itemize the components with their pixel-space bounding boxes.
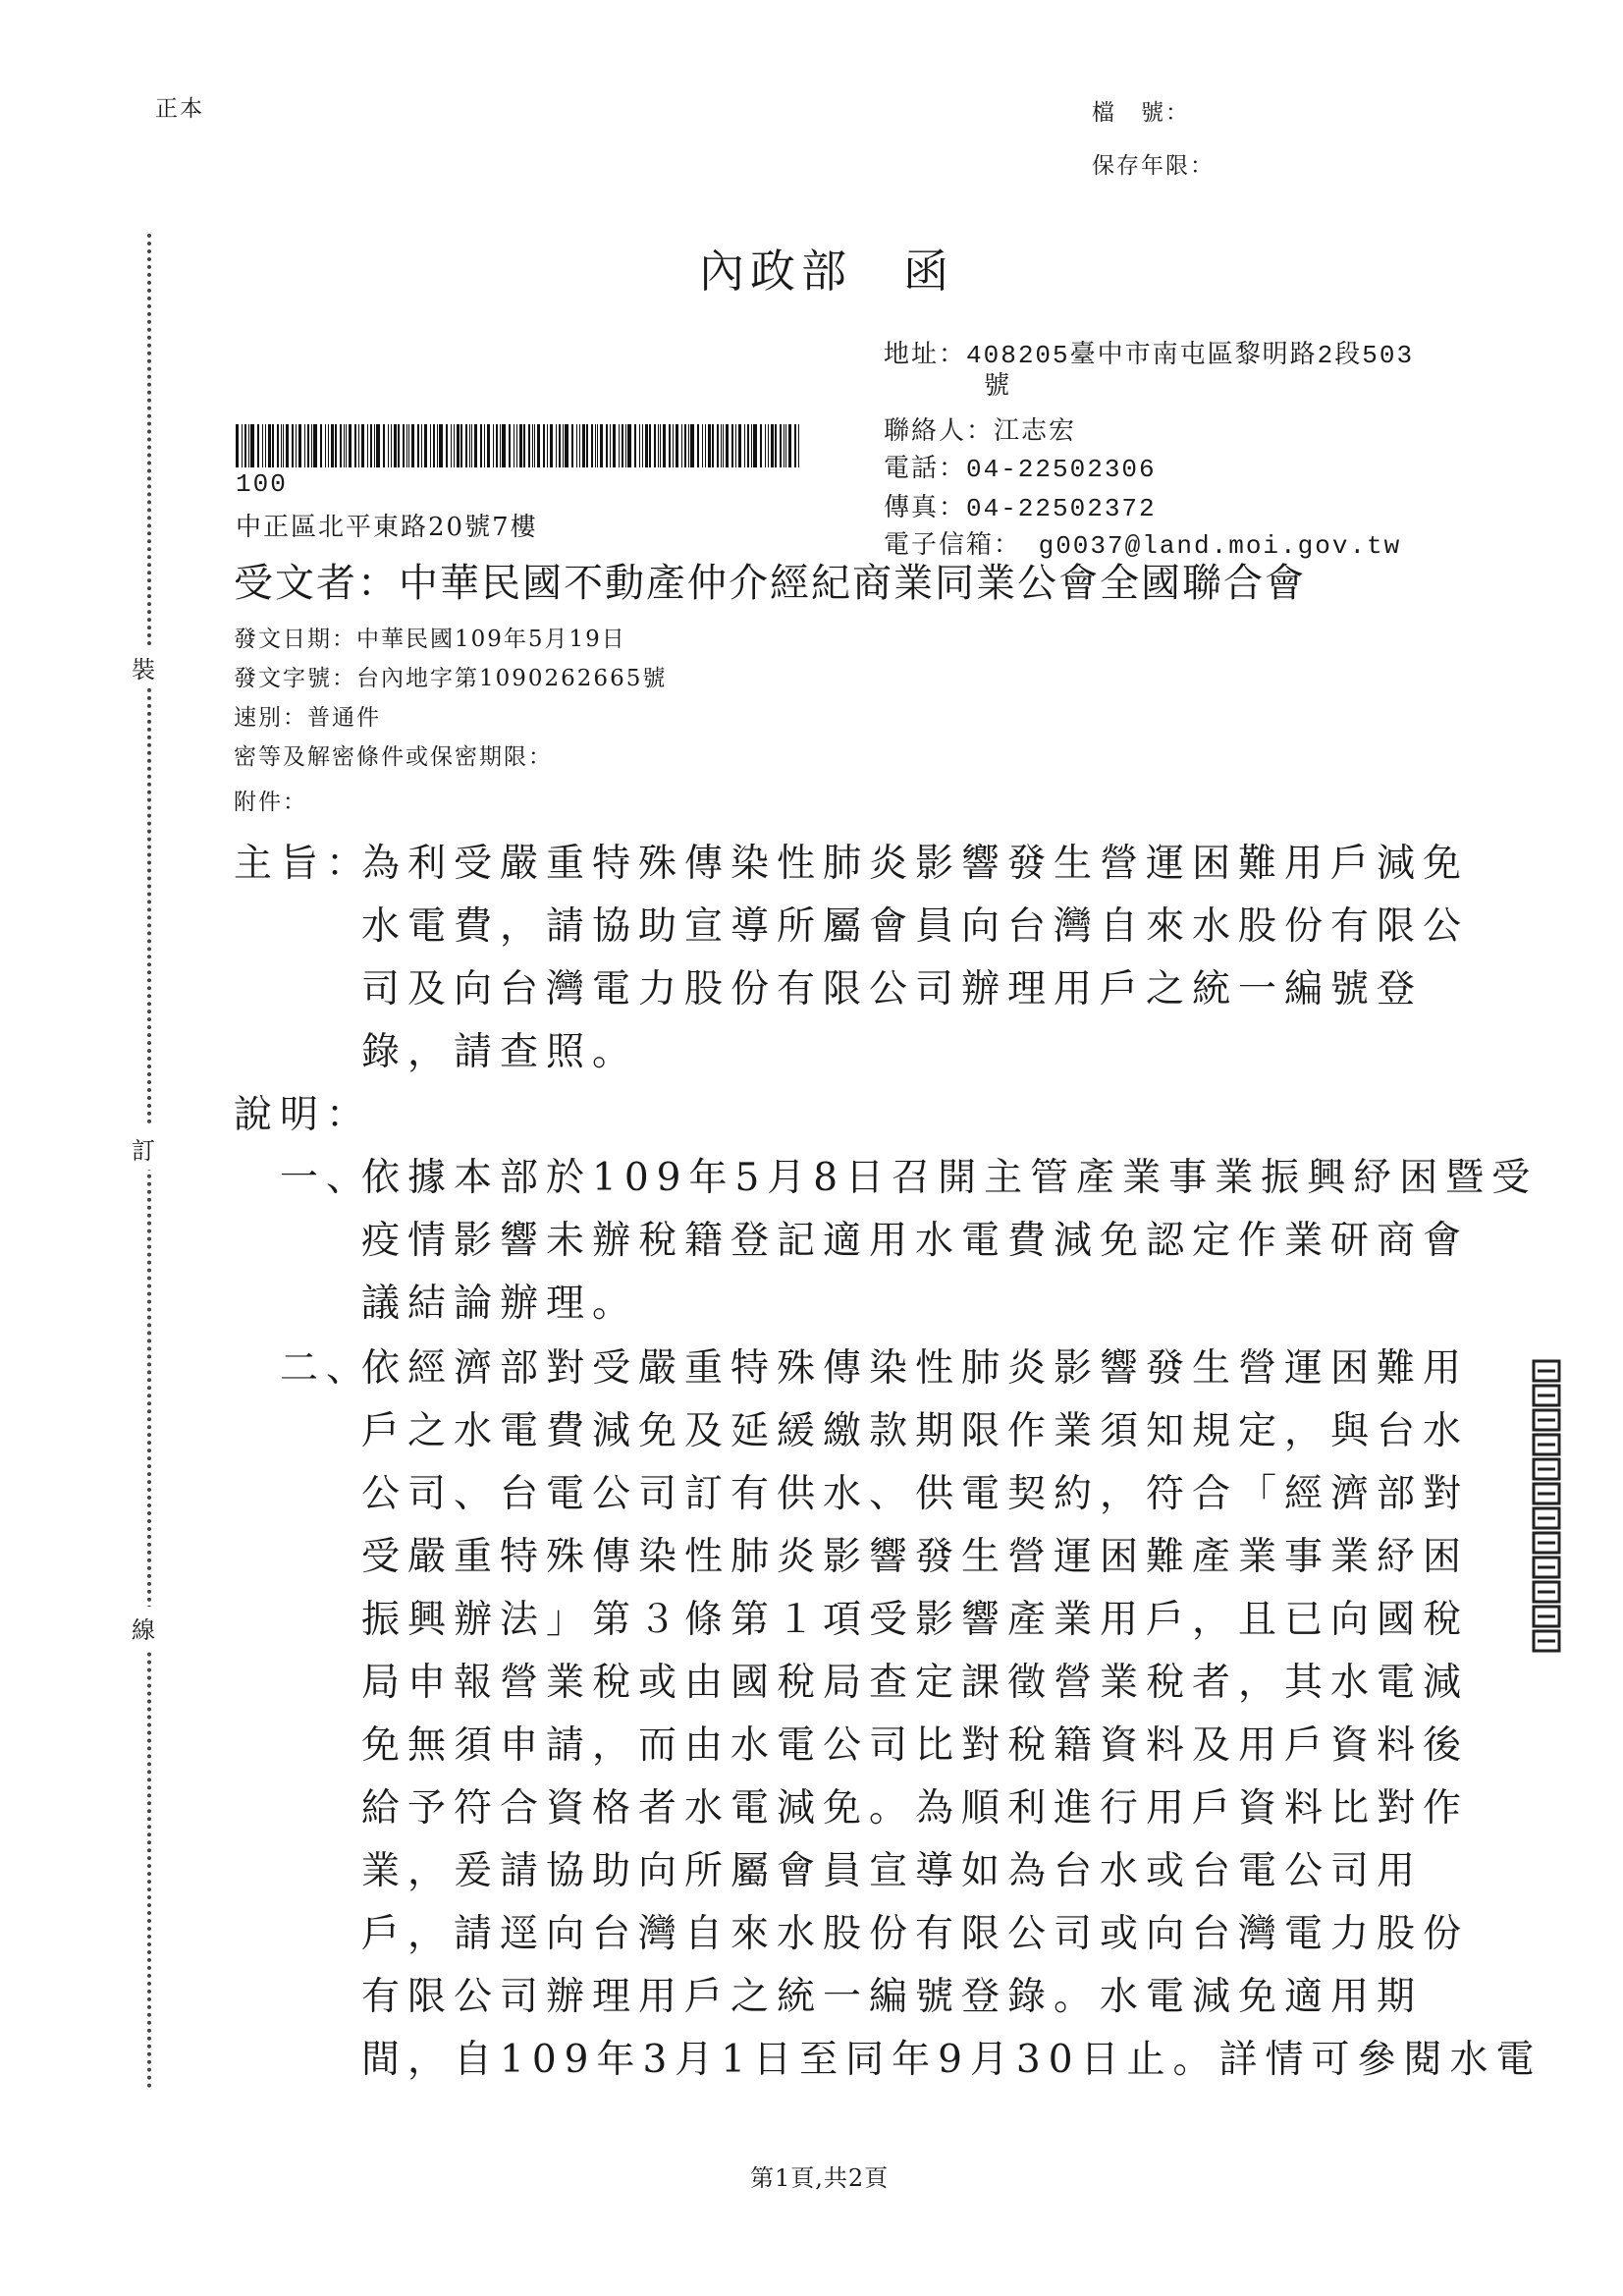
barcode-bar [753,424,757,467]
barcode-bar [768,424,769,467]
document-number: 發文字號：台內地字第1090262665號 [234,666,668,691]
barcode-bar [471,424,472,467]
barcode-bar [663,424,666,467]
barcode-bar [731,424,733,467]
barcode-bar [340,424,342,467]
barcode-bar [311,424,312,467]
barcode-bar [265,424,266,467]
barcode-bar [600,424,603,467]
barcode-bar [613,424,616,467]
barcode-bar [374,424,375,467]
barcode-bar [571,424,573,467]
barcode-bar [358,424,359,467]
barcode-bar [760,424,762,467]
barcode-bar [335,424,337,467]
barcode-bar [747,424,749,467]
barcode-bar [376,424,380,467]
explanation-line: 依經濟部對受嚴重特殊傳染性肺炎影響發生營運困難用 [361,1346,1470,1391]
barcode-bar [765,424,766,467]
barcode-bar [286,424,289,467]
binding-char: 線 [132,1607,155,1649]
explanation-line: 有限公司辦理用戶之統一編號登錄。水電減免適用期 [361,1975,1424,2019]
barcode-bar [344,424,345,467]
barcode-bar [645,424,648,467]
barcode-bar [354,424,356,467]
barcode-bar [582,424,585,467]
barcode-bar [424,424,427,467]
page-number: 第1頁,共2頁 [750,2164,890,2192]
barcode-bar [502,424,506,467]
barcode-bar [349,424,352,467]
sender-address-line1: 408205臺中市南屯區黎明路2段503 [966,341,1415,370]
barcode-bar [411,424,414,467]
barcode-bar [579,424,580,467]
copy-type-label: 正本 [155,96,204,122]
barcode-bar [272,424,274,467]
barcode-bar [313,424,317,467]
barcode-bar [534,424,535,467]
barcode-bar [437,424,438,467]
binding-char: 裝 [132,646,155,688]
barcode-bar [262,424,263,467]
barcode-bar [559,424,561,467]
barcode-bar [735,424,736,467]
barcode-bar [563,424,564,467]
explanation-line: 業，爰請協助向所屬會員宣導如為台水或台電公司用 [361,1849,1424,1893]
barcode-bar [532,424,533,467]
barcode-bar [550,424,553,467]
barcode-bar [408,424,409,467]
barcode-bar [708,424,711,467]
barcode-bar [556,424,557,467]
barcode-bar [775,424,777,467]
barcode-bar [496,424,498,467]
item-marker: 二、 [280,1346,373,1391]
barcode-bar [697,424,699,467]
barcode-bar [367,424,368,467]
barcode-bar [780,424,782,467]
barcode-bar [565,424,568,467]
barcode-bar [586,424,588,467]
barcode-bar [391,424,392,467]
barcode-bar [403,424,405,467]
file-number-label: 檔 號： [1092,100,1190,126]
mail-zip-code: 100 [236,469,288,499]
barcode-bar [576,424,577,467]
explanation-line: 疫情影響未辦稅籍登記適用水電費減免認定作業研商會 [361,1219,1470,1263]
explanation-line: 公司、台電公司訂有供水、供電契約，符合「經濟部對 [361,1472,1470,1516]
explanation-line: 戶之水電費減免及延緩繳款期限作業須知規定，與台水 [361,1409,1470,1453]
barcode-bar [398,424,400,467]
barcode-bar [519,424,522,467]
subject-label: 主旨： [234,842,373,886]
barcode-bar [268,424,271,467]
sender-email: 電子信箱： g0037@land.moi.gov.tw [884,531,1402,561]
barcode-bar [688,424,689,467]
barcode-bar [684,424,686,467]
explanation-label: 說明： [234,1093,373,1137]
barcode-bar [606,424,608,467]
mail-address: 中正區北平東路20號7樓 [236,513,538,542]
subject-line: 司及向台灣電力股份有限公司辦理用戶之統一編號登 [361,967,1424,1011]
barcode-bar [721,424,722,467]
barcode-bar [673,424,674,467]
barcode-bar [537,424,540,467]
vertical-stamp [1528,1355,1565,1660]
barcode-bar [257,424,259,467]
barcode-bar [320,424,322,467]
sender-address-label: 地址： [884,340,967,369]
barcode-bar [388,424,389,467]
explanation-line: 免無須申請，而由水電公司比對稅籍資料及用戶資料後 [361,1723,1470,1768]
explanation-line: 依據本部於109年5月8日召開主管產業事業振興紓困暨受 [361,1156,1539,1200]
barcode-bar [726,424,729,467]
subject-line: 為利受嚴重特殊傳染性肺炎影響發生營運困難用戶減免 [361,842,1470,886]
barcode-bar [717,424,719,467]
delivery-speed: 速別：普通件 [234,705,381,731]
barcode-bar [654,424,656,467]
explanation-line: 給予符合資格者水電減免。為順利進行用戶資料比對作 [361,1786,1470,1831]
barcode-bar [451,424,452,467]
barcode-bar [543,424,545,467]
barcode-bar [493,424,494,467]
barcode-bar [283,424,284,467]
barcode-bar [669,424,671,467]
barcode-bar [738,424,741,467]
barcode-bar [723,424,724,467]
barcode-bar [328,424,329,467]
barcode-bar [523,424,525,467]
sender-address [884,334,1414,370]
barcode-bar [639,424,640,467]
barcode-bar [304,424,305,467]
barcode-bar [457,424,460,467]
sender-phone: 電話：04-22502306 [884,455,1157,484]
barcode-bar [242,424,243,467]
barcode-bar [771,424,774,467]
explanation-line: 間，自109年3月1日至同年9月30日止。詳情可參閱水電 [361,2038,1542,2082]
barcode-bar [642,424,643,467]
barcode-bar [454,424,455,467]
barcode-bar [421,424,422,467]
barcode-bar [788,424,791,467]
barcode-bar [292,424,294,467]
sender-fax: 傳真：04-22502372 [884,494,1157,523]
recipient: 受文者：中華民國不動產仲介經紀商業同業公會全國聯合會 [234,561,1306,606]
barcode-bar [751,424,752,467]
explanation-line: 振興辦法」第３條第１項受影響產業用戶，且已向國稅 [361,1598,1470,1642]
attachment-label: 附件： [234,790,307,815]
barcode-bar [277,424,279,467]
barcode-bar [474,424,477,467]
barcode-bar [660,424,661,467]
barcode-bar [794,424,796,467]
barcode-bar [439,424,443,467]
barcode-bar [702,424,703,467]
barcode-bar [446,424,448,467]
sender-address-line2: 號 [984,371,1012,401]
barcode-bar [487,424,490,467]
barcode-bar [649,424,651,467]
barcode-bar [798,424,799,467]
barcode-bar [625,424,626,467]
barcode-bar [509,424,511,467]
barcode-bar [298,424,301,467]
barcode-bar [500,424,501,467]
barcode-bar [296,424,297,467]
explanation-line: 局申報營業稅或由國稅局查定課徵營業稅者，其水電減 [361,1661,1470,1705]
barcode-bar [690,424,694,467]
barcode-bar [627,424,631,467]
barcode-bar [480,424,482,467]
sender-contact: 聯絡人：江志宏 [884,416,1077,446]
barcode-bar [281,424,282,467]
subject-line: 水電費，請協助宣導所屬會員向台灣自來水股份有限公 [361,904,1470,949]
barcode-bar [331,424,334,467]
barcode-bar [307,424,309,467]
barcode-bar [634,424,636,467]
barcode-bar [361,424,364,467]
barcode-bar [406,424,407,467]
explanation-line: 受嚴重特殊傳染性肺炎影響發生營運困難產業事業紓困 [361,1535,1470,1579]
barcode-bar [547,424,548,467]
barcode-bar [248,424,249,467]
explanation-line: 戶，請逕向台灣自來水股份有限公司或向台灣電力股份 [361,1912,1470,1956]
barcode-bar [325,424,326,467]
barcode-bar [460,424,462,467]
retention-period-label: 保存年限： [1092,153,1215,179]
barcode-bar [619,424,620,467]
barcode-bar [383,424,385,467]
barcode-bar [676,424,678,467]
barcode-bar [516,424,517,467]
barcode-bar [528,424,530,467]
document-title: 內政部 函 [699,245,954,298]
barcode-bar [465,424,467,467]
barcode-bar [744,424,745,467]
barcode-bar [250,424,254,467]
barcode-bar [705,424,706,467]
barcode-bar [591,424,593,467]
barcode-bar [469,424,470,467]
barcode-bar [681,424,682,467]
barcode-bar [658,424,659,467]
barcode-bar [346,424,347,467]
barcode-bar [430,424,431,467]
subject-line: 錄，請查照。 [361,1030,639,1074]
barcode-bar [610,424,611,467]
postal-barcode [236,424,803,467]
barcode-bar [785,424,786,467]
item-marker: 一、 [280,1156,373,1200]
explanation-line: 議結論辦理。 [361,1282,639,1326]
secrecy-level: 密等及解密條件或保密期限： [234,744,553,770]
barcode-bar [595,424,596,467]
binding-char: 訂 [132,1127,155,1170]
barcode-bar [597,424,598,467]
barcode-bar [417,424,419,467]
issue-date: 發文日期：中華民國109年5月19日 [234,627,626,652]
barcode-bar [433,424,435,467]
barcode-bar [622,424,623,467]
barcode-bar [236,424,239,467]
barcode-bar [394,424,397,467]
barcode-bar [712,424,714,467]
barcode-bar [244,424,246,467]
barcode-bar [484,424,485,467]
barcode-bar [370,424,372,467]
